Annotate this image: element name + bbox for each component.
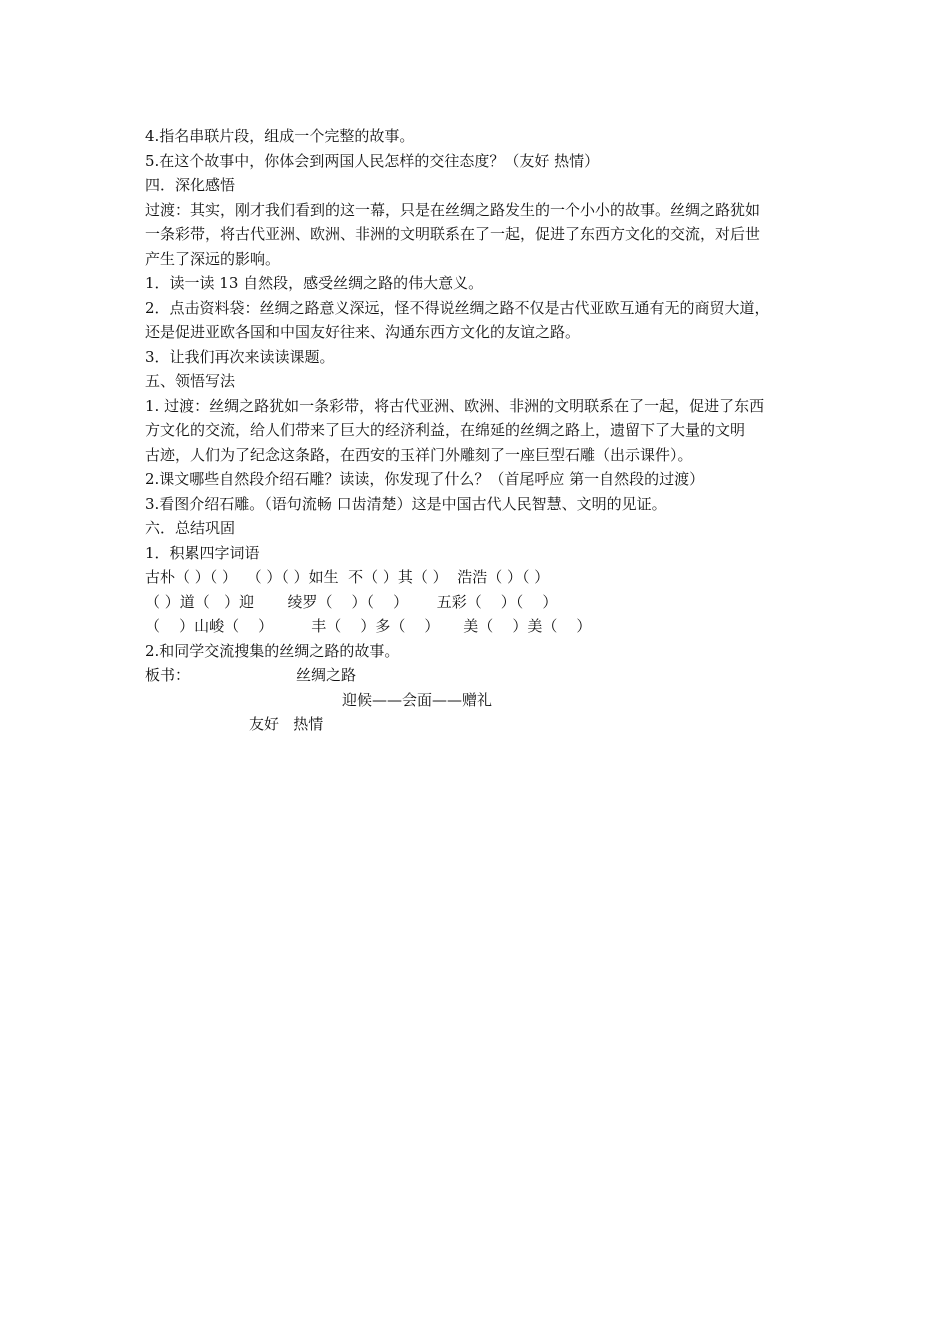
text-line: 2．点击资料袋：丝绸之路意义深远，怪不得说丝绸之路不仅是古代亚欧互通有无的商贸大道，: [145, 298, 770, 317]
text-line: 古迹，人们为了纪念这条路，在西安的玉祥门外雕刻了一座巨型石雕（出示课件）。: [145, 445, 693, 464]
text-line: 过渡：其实，刚才我们看到的这一幕，只是在丝绸之路发生的一个小小的故事。丝绸之路犹如: [145, 200, 761, 219]
section-heading: 四．深化感悟: [145, 176, 236, 194]
fill-blank-row: （ ）道（ ）迎 绫罗（ ）（ ） 五彩（ ）（ ）: [145, 592, 558, 611]
text-line: 1．读一读 13 自然段，感受丝绸之路的伟大意义。: [145, 274, 484, 292]
text-line: 2.课文哪些自然段介绍石雕？读读，你发现了什么？（首尾呼应 第一自然段的过渡）: [145, 470, 705, 488]
fill-blank-row: （ ）山峻（ ） 丰（ ）多（ ） 美（ ）美（ ）: [145, 617, 592, 635]
fill-blank-row: 古朴（ ）（ ） （ ）（ ）如生 不（ ）其（ ） 浩浩（ ）（ ）: [145, 568, 550, 586]
text-line: 1．积累四字词语: [145, 543, 260, 562]
text-line: 4.指名串联片段，组成一个完整的故事。: [145, 127, 415, 145]
text-line: 5.在这个故事中，你体会到两国人民怎样的交往态度？（友好 热情）: [145, 151, 600, 170]
text-line: 还是促进亚欧各国和中国友好往来、沟通东西方文化的友谊之路。: [145, 323, 581, 341]
section-heading: 六．总结巩固: [145, 519, 236, 537]
text-line: 1. 过渡：丝绸之路犹如一条彩带，将古代亚洲、欧洲、非洲的文明联系在了一起，促进了东西: [145, 396, 765, 415]
text-line: 2.和同学交流搜集的丝绸之路的故事。: [145, 641, 400, 660]
board-header-row: [145, 663, 817, 688]
board-row: 迎候——会面——赠礼: [342, 690, 493, 709]
text-line: 方文化的交流，给人们带来了巨大的经济利益，在绵延的丝绸之路上，遗留下了大量的文明: [145, 421, 746, 439]
text-line: 产生了深远的影响。: [145, 249, 281, 268]
board-label: 板书：: [145, 666, 191, 684]
text-line: 3．让我们再次来读读课题。: [145, 347, 335, 366]
board-title: 丝绸之路: [296, 666, 357, 684]
lesson-plan-text: [145, 124, 817, 737]
text-line: 3.看图介绍石雕。（语句流畅 口齿清楚）这是中国古代人民智慧、文明的见证。: [145, 494, 667, 513]
text-line: 一条彩带，将古代亚洲、欧洲、非洲的文明联系在了一起，促进了东西方文化的交流，对后世: [145, 225, 761, 243]
board-row: 友好 热情: [249, 715, 324, 733]
section-heading: 五、领悟写法: [145, 372, 236, 390]
